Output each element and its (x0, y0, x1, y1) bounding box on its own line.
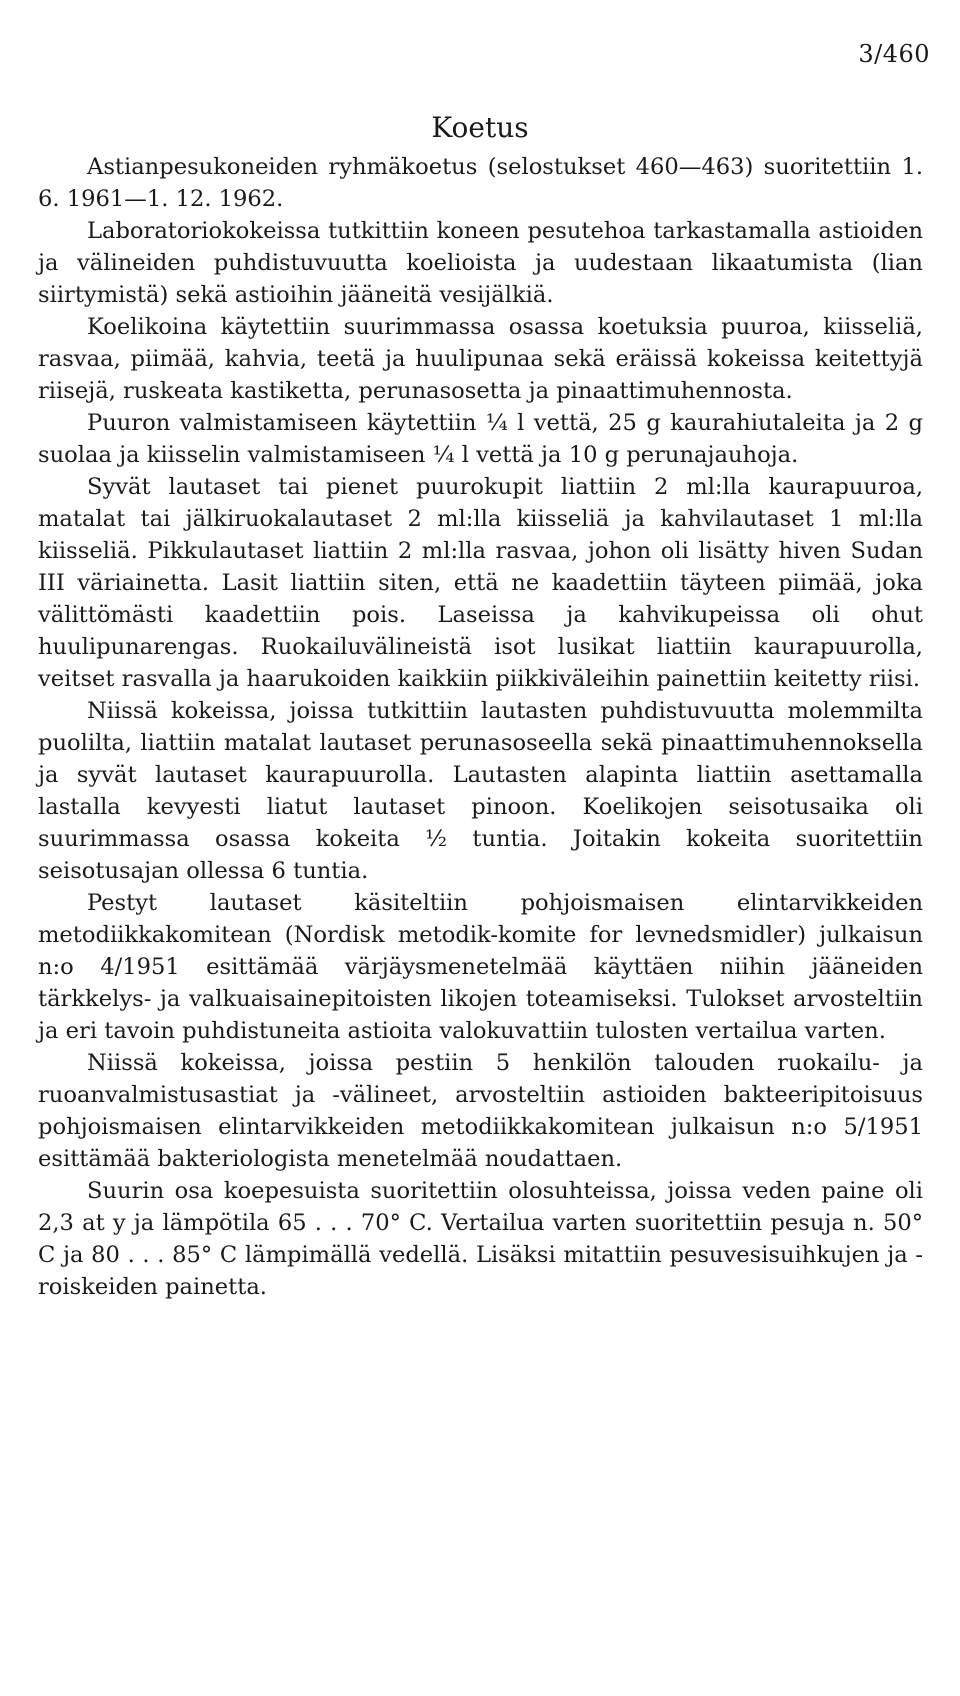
paragraph-6: Niissä kokeissa, joissa tutkittiin lautasten puhdistuvuutta molemmilta puolilta, liattiin matalat lautaset perunasoseella sekä pinaattimuhennoksella ja syvät lautaset kaurapuurolla. Lautasten alapinta liattiin asettamalla lastalla kevyesti liatut lautaset pinoon. Koelikojen seisotusaika oli suurimmassa osassa kokeita ½ tuntia. Joitakin kokeita suoritettiin seisotusajan ollessa 6 tuntia. (38, 698, 923, 884)
paragraph-1: Astianpesukoneiden ryhmäkoetus (selostukset 460—463) suoritettiin 1. 6. 1961—1. 12. 1962. (38, 154, 923, 212)
paragraph-2: Laboratoriokokeissa tutkittiin koneen pesutehoa tarkastamalla astioiden ja välineiden puhdistuvuutta koelioista ja uudestaan likaatumista (lian siirtymistä) sekä astioihin jääneitä vesijälkiä. (38, 218, 923, 308)
paragraph-4: Puuron valmistamiseen käytettiin ¼ l vettä, 25 g kaurahiutaleita ja 2 g suolaa ja kiisselin valmistamiseen ¼ l vettä ja 10 g perunajauhoja. (38, 410, 923, 468)
paragraph-5: Syvät lautaset tai pienet puurokupit liattiin 2 ml:lla kaurapuuroa, matalat tai jälkiruokalautaset 2 ml:lla kiisseliä ja kahvilautaset 1 ml:lla kiisseliä. Pikkulautaset liattiin 2 ml:lla rasvaa, johon oli lisätty hiven Sudan III väriainetta. Lasit liattiin siten, että ne kaadettiin täyteen piimää, joka välittömästi kaadettiin pois. Laseissa ja kahvikupeissa oli ohut huulipunarengas. Ruokailuvälineistä isot lusikat liattiin kaurapuurolla, veitset rasvalla ja haarukoiden kaikkiin piikkiväleihin painettiin keitetty riisi. (38, 474, 923, 692)
page-title: Koetus (431, 110, 529, 144)
page-number: 3/460 (858, 40, 930, 68)
paragraph-9: Suurin osa koepesuista suoritettiin olosuhteissa, joissa veden paine oli 2,3 at y ja lämpötila 65 . . . 70° C. Vertailua varten suoritettiin pesuja n. 50° C ja 80 . . . 85° C lämpimällä vedellä. Lisäksi mitattiin pesuvesisuihkujen ja -roiskeiden painetta. (38, 1178, 923, 1300)
paragraph-7: Pestyt lautaset käsiteltiin pohjoismaisen elintarvikkeiden metodiikkakomitean (Nordisk metodik-komite for levnedsmidler) julkaisun n:o 4/1951 esittämää värjäysmenetelmää käyttäen niihin jääneiden tärkkelys- ja valkuaisainepitoisten likojen toteamiseksi. Tulokset arvosteltiin ja eri tavoin puhdistuneita astioita valokuvattiin tulosten vertailua varten. (38, 890, 923, 1044)
document-body (38, 151, 923, 1303)
paragraph-8: Niissä kokeissa, joissa pestiin 5 henkilön talouden ruokailu- ja ruoanvalmistusastiat ja -välineet, arvosteltiin astioiden bakteeripitoisuus pohjoismaisen elintarvikkeiden metodiikkakomitean julkaisun n:o 5/1951 esittämää bakteriologista menetelmää noudattaen. (38, 1050, 923, 1172)
paragraph-3: Koelikoina käytettiin suurimmassa osassa koetuksia puuroa, kiisseliä, rasvaa, piimää, kahvia, teetä ja huulipunaa sekä eräissä kokeissa keitettyjä riisejä, ruskeata kastiketta, perunasosetta ja pinaattimuhennosta. (38, 314, 923, 404)
